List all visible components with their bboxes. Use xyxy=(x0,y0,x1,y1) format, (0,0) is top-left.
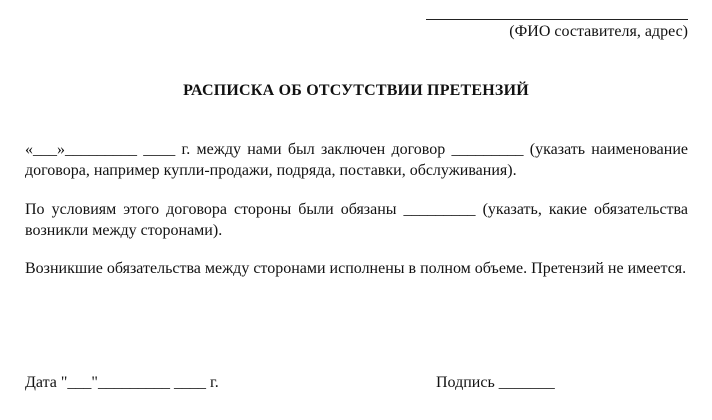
paragraph-contract: «___»_________ ____ г. между нами был заключен договор _________ (указать наименование договора, например купли-продажи, подряда, поставки, обслуживания). xyxy=(25,141,688,179)
signature-field: Подпись _______ xyxy=(436,374,555,391)
date-field: Дата "___"_________ ____ г. xyxy=(25,374,219,391)
document-title: РАСПИСКА ОБ ОТСУТСТВИИ ПРЕТЕНЗИЙ xyxy=(183,82,529,99)
author-signature-line xyxy=(426,19,688,20)
paragraph-obligations: По условиям этого договора стороны были обязаны _________ (указать, какие обязательства возникли между сторонами). xyxy=(25,201,688,239)
author-caption: (ФИО составителя, адрес) xyxy=(509,23,688,40)
paragraph-no-claims: Возникшие обязательства между сторонами исполнены в полном объеме. Претензий не имеется. xyxy=(25,260,687,277)
